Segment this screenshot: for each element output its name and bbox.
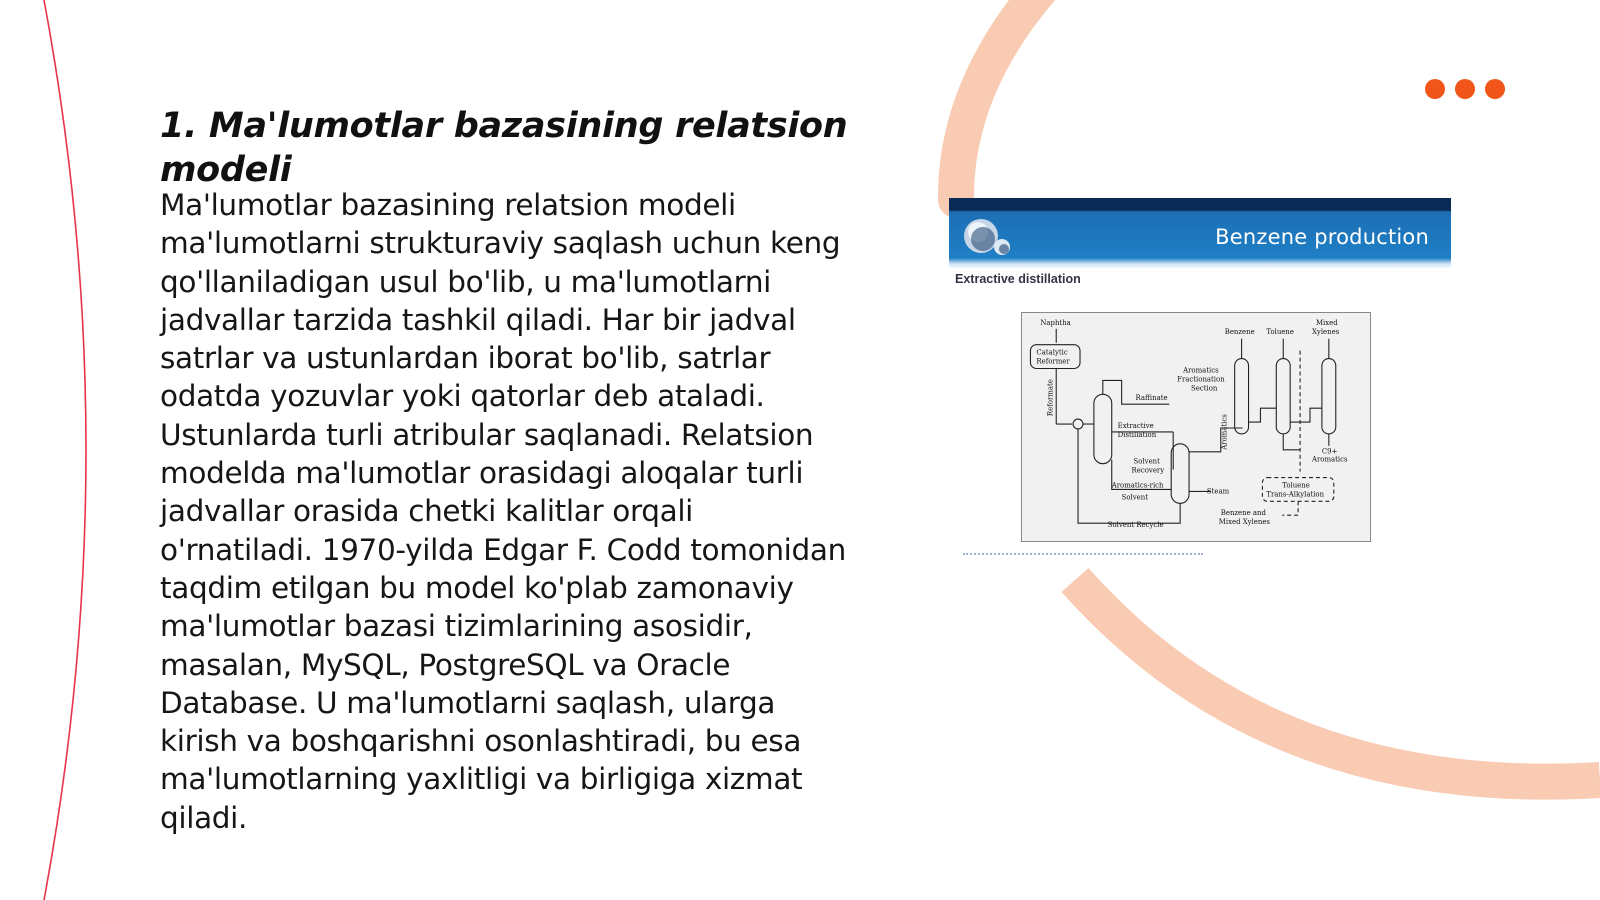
label-solvent-line: Solvent bbox=[1121, 493, 1149, 502]
picture-banner bbox=[949, 198, 1451, 268]
process-diagram bbox=[1021, 312, 1371, 542]
label-reformer: Reformer bbox=[1036, 357, 1070, 366]
menu-dots-icon bbox=[1425, 79, 1505, 99]
label-naphtha: Naphtha bbox=[1040, 318, 1071, 327]
dot-icon bbox=[1425, 79, 1445, 99]
label-recovery: Recovery bbox=[1131, 466, 1165, 475]
label-extractive: Extractive bbox=[1117, 421, 1154, 430]
label-aromatics-vertical: Aromatics bbox=[1220, 414, 1229, 450]
label-solvent: Solvent bbox=[1133, 457, 1160, 466]
source-link-line bbox=[963, 553, 1203, 559]
label-reformate: Reformate bbox=[1046, 379, 1055, 417]
label-mixed: Mixed bbox=[1315, 318, 1338, 327]
label-benzene-and: Benzene and bbox=[1220, 509, 1266, 518]
label-toluene: Toluene bbox=[1266, 327, 1294, 336]
label-trans-alkylation: Trans-Alkylation bbox=[1266, 490, 1325, 499]
label-catalytic: Catalytic bbox=[1036, 348, 1068, 357]
label-c9: C9+ bbox=[1321, 447, 1338, 456]
label-aromatics-fractionation: Aromatics bbox=[1183, 366, 1219, 375]
label-xylenes: Xylenes bbox=[1311, 327, 1340, 336]
label-benzene: Benzene bbox=[1224, 327, 1255, 336]
label-aromatics-rich: Aromatics-rich bbox=[1111, 481, 1164, 490]
dot-icon bbox=[1455, 79, 1475, 99]
left-curve-line bbox=[44, 0, 86, 900]
slide-body-text: Ma'lumotlar bazasining relatsion modeli ma'lumotlarni strukturaviy saqlash uchun keng qo'llaniladigan usul bo'lib, u ma'lumotlarni jadvallar tarzida tashkil qiladi. Har bir jadval satrlar va ustunlardan iborat bo'lib, satrlar odatda yozuvlar yoki qatorlar deb ataladi. Ustunlarda turli atribular saqlanadi. Relatsion modelda ma'lumotlar orasidagi aloqalar turli jadvallar orasida chetki kalitlar orqali o'rnatiladi. 1970-yilda Edgar F. Codd tomonidan taqdim etilgan bu model ko'plab zamonaviy ma'lumotlar bazasi tizimlarining asosidir, masalan, MySQL, PostgreSQL va Oracle Database. U ma'lumotlarni saqlash, ularga kirish va boshqarishni osonlashtiradi, bu esa ma'lumotlarning yaxlitligi va birligiga xizmat qiladi. bbox=[160, 188, 846, 835]
orange-arc-top bbox=[956, 0, 1040, 200]
label-raffinate: Raffinate bbox=[1135, 394, 1168, 403]
label-solvent-recycle: Solvent Recycle bbox=[1107, 521, 1164, 530]
label-fractionation: Fractionation bbox=[1177, 375, 1225, 384]
label-distillation: Distillation bbox=[1117, 430, 1157, 439]
label-mixed-xylenes: Mixed Xylenes bbox=[1218, 518, 1270, 527]
picture-subtitle: Extractive distillation bbox=[955, 272, 1081, 286]
orange-arc-bottom bbox=[1075, 580, 1600, 782]
dot-icon bbox=[1485, 79, 1505, 99]
label-c9-aromatics: Aromatics bbox=[1311, 455, 1348, 464]
benzene-production-image bbox=[949, 198, 1451, 568]
label-section: Section bbox=[1191, 384, 1218, 393]
label-toluene-2: Toluene bbox=[1282, 481, 1310, 490]
globe-icon bbox=[961, 216, 1021, 260]
slide-title: 1. Ma'lumotlar bazasining relatsion modeli bbox=[160, 106, 848, 190]
picture-banner-title: Benzene production bbox=[1215, 225, 1429, 249]
label-steam: Steam bbox=[1206, 487, 1230, 496]
